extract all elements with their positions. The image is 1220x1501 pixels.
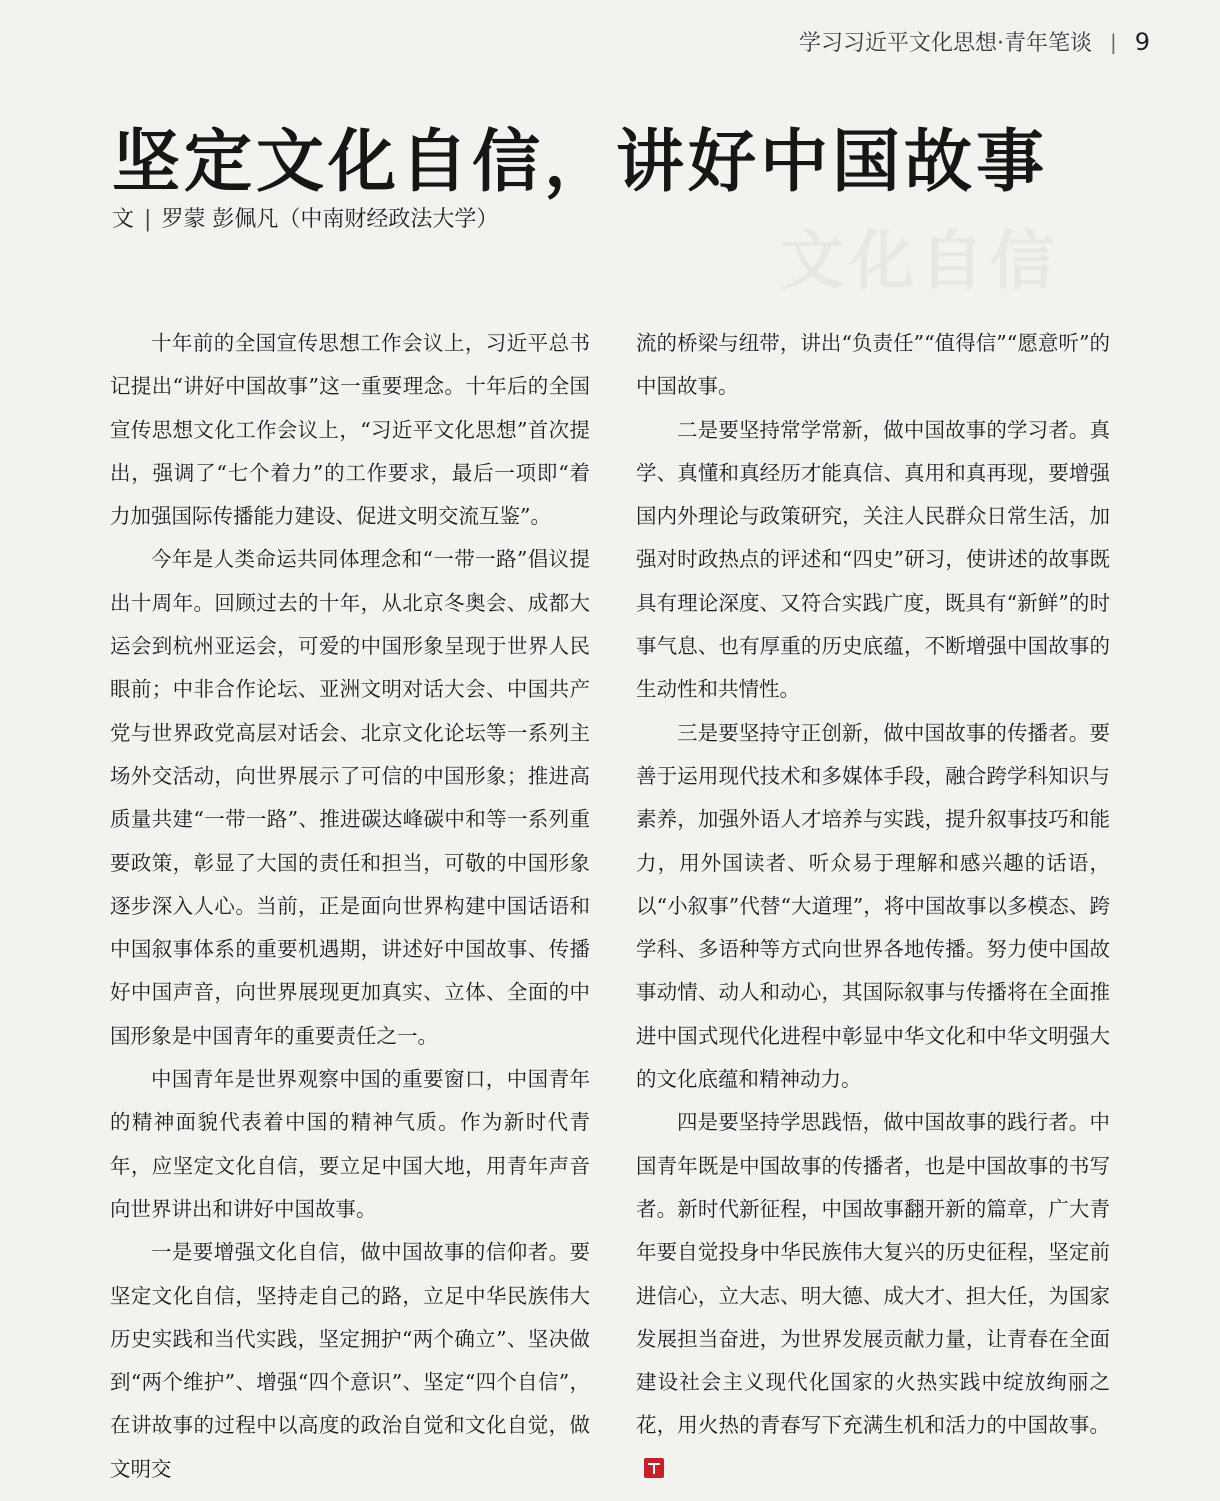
- paragraph: 一是要增强文化自信，做中国故事的信仰者。要坚定文化自信，坚持走自己的路，立足中华民族伟大历史实践和当代实践，坚定拥护“两个确立”、坚决做到“两个维护”、增强“四个意识”、坚定“四个自信”，在讲故事的过程中以高度的政治自觉和文化自觉，做文明交: [110, 1240, 590, 1481]
- header-separator: |: [1109, 29, 1117, 54]
- section-name: 学习习近平文化思想·青年笔谈: [798, 31, 1092, 56]
- right-column: [636, 322, 1110, 1491]
- running-header: [799, 26, 1150, 57]
- byline-separator: |: [144, 207, 152, 232]
- article-title: 坚定文化自信，讲好中国故事: [112, 123, 1049, 202]
- paragraph: 二是要坚持常学常新，做中国故事的学习者。真学、真懂和真经历才能真信、真用和真再现，要增强国内外理论与政策研究，关注人民群众日常生活，加强对时政热点的评述和“四史”研习，使讲述的故事既具有理论深度、又符合实践广度，既具有“新鲜”的时事气息、也有厚重的历史底蕴，不断增强中国故事的生动性和共情性。: [636, 417, 1110, 702]
- byline: [112, 202, 498, 233]
- page-number: 9: [1134, 27, 1150, 56]
- left-column: [110, 322, 590, 1491]
- paragraph: 三是要坚持守正创新，做中国故事的传播者。要善于运用现代技术和多媒体手段，融合跨学科知识与素养，加强外语人才培养与实践，提升叙事技巧和能力，用外国读者、听众易于理解和感兴趣的话语，以“小叙事”代替“大道理”，将中国故事以多模态、跨学科、多语种等方式向世界各地传播。努力使中国故事动情、动人和动心，其国际叙事与传播将在全面推进中国式现代化进程中彰显中华文化和中华文明强大的文化底蕴和精神动力。: [636, 720, 1110, 1092]
- end-mark-icon: [644, 1458, 664, 1478]
- paragraph: 十年前的全国宣传思想工作会议上，习近平总书记提出“讲好中国故事”这一重要理念。十年后的全国宣传思想文化工作会议上，“习近平文化思想”首次提出，强调了“七个着力”的工作要求，最后一项即“着力加强国际传播能力建设、促进文明交流互鉴”。: [110, 331, 590, 529]
- byline-prefix: 文: [112, 207, 135, 232]
- paragraph-final: [636, 1101, 1110, 1491]
- paragraph: 今年是人类命运共同体理念和“一带一路”倡议提出十周年。回顾过去的十年，从北京冬奥会、成都大运会到杭州亚运会，可爱的中国形象呈现于世界人民眼前；中非合作论坛、亚洲文明对话大会、中国共产党与世界政党高层对话会、北京文化论坛等一系列主场外交活动，向世界展示了可信的中国形象；推进高质量共建“一带一路”、推进碳达峰碳中和等一系列重要政策，彰显了大国的责任和担当，可敬的中国形象逐步深入人心。当前，正是面向世界构建中国话语和中国叙事体系的重要机遇期，讲述好中国故事、传播好中国声音，向世界展现更加真实、立体、全面的中国形象是中国青年的重要责任之一。: [110, 547, 590, 1048]
- paragraph: 中国青年是世界观察中国的重要窗口，中国青年的精神面貌代表着中国的精神气质。作为新时代青年，应坚定文化自信，要立足中国大地，用青年声音向世界讲出和讲好中国故事。: [110, 1067, 590, 1221]
- final-paragraph-text: 四是要坚持学思践悟，做中国故事的践行者。中国青年既是中国故事的传播者，也是中国故事的书写者。新时代新征程，中国故事翻开新的篇章，广大青年要自觉投身中华民族伟大复兴的历史征程，坚定前进信心，立大志、明大德、成大才、担大任，为国家发展担当奋进，为世界发展贡献力量，让青春在全面建设社会主义现代化国家的火热实践中绽放绚丽之花，用火热的青春写下充满生机和活力的中国故事。: [636, 1110, 1110, 1438]
- paragraph-continuation: 流的桥梁与纽带，讲出“负责任”“值得信”“愿意听”的中国故事。: [636, 331, 1110, 399]
- show-through-ghost-text: 文化自信: [780, 225, 1060, 299]
- byline-authors: 罗蒙 彭佩凡（中南财经政法大学）: [161, 207, 499, 232]
